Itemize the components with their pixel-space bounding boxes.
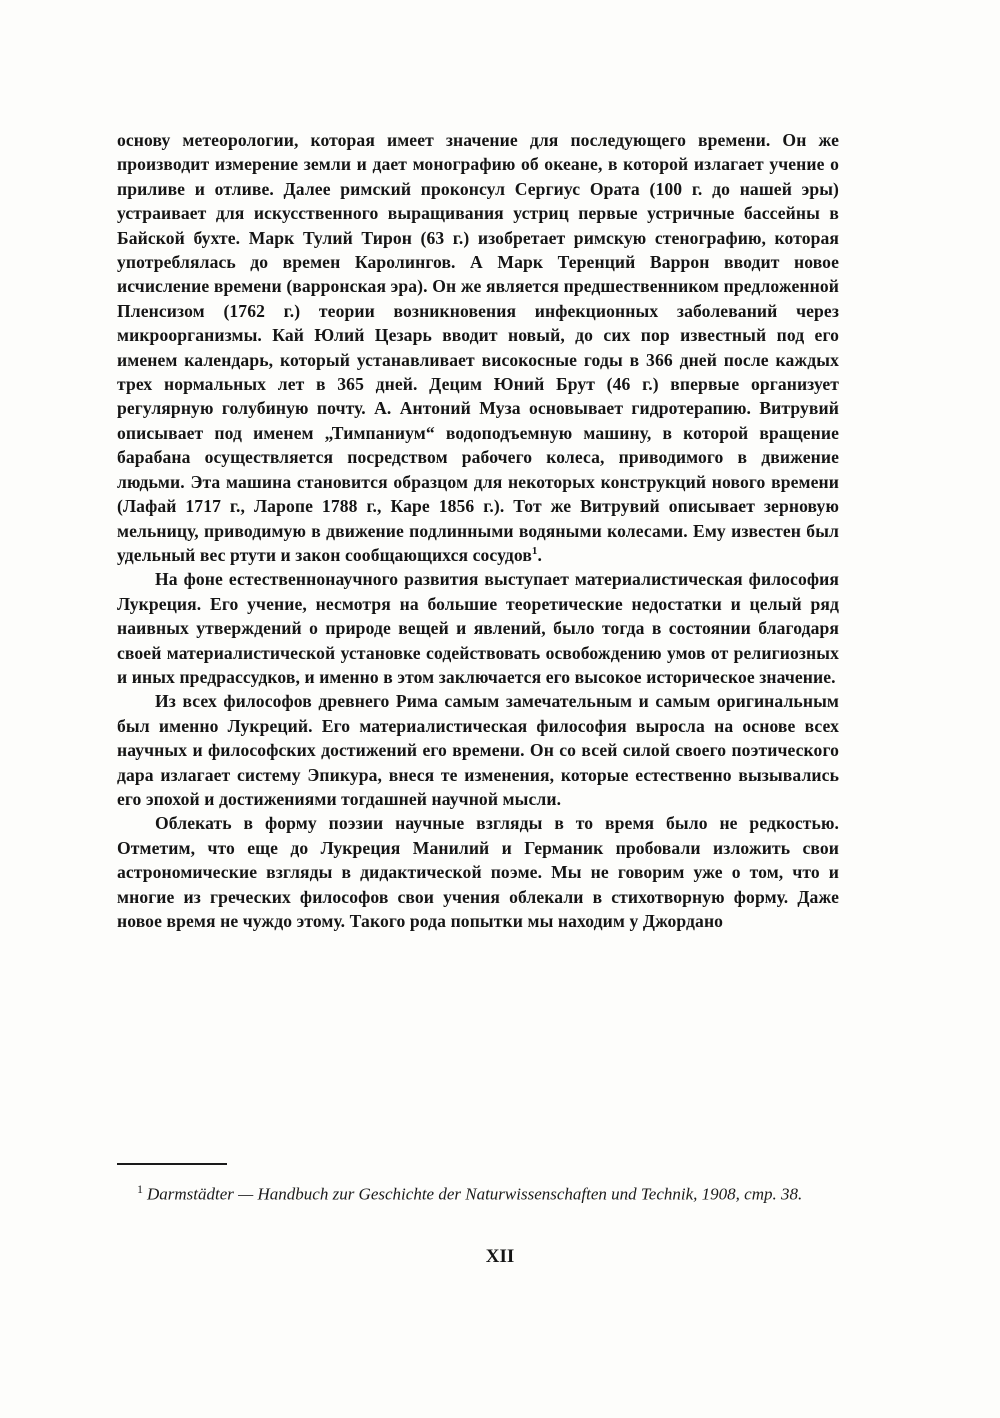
paragraph-1-text: основу метеорологии, которая имеет значение для последующего времени. Он же производит измерение земли и дает монографию об океане, в которой излагает учение о приливе и отливе. Далее римский проконсул Сергиус Ората (100 г. до нашей эры) устраивает для искусственного выращивания устриц первые устричные бассейны в Байской бухте. Марк Тулий Тирон (63 г.) изобретает римскую стенографию, которая употреблялась до времен Каролингов. А Марк Теренций Варрон вводит новое исчисление времени (варронская эра). Он же является предшественником предложенной Пленсизом (1762 г.) теории возникновения инфекционных заболеваний через микроорганизмы. Кай Юлий Цезарь вводит новый, до сих пор известный под его именем календарь, который устанавливает високосные годы в 366 дней после каждых трех нормальных лет в 365 дней. Децим Юний Брут (46 г.) впервые организует регулярную голубиную почту. А. Антоний Муза основывает гидротерапию. Витрувий описывает под именем „Тимпаниум“ водоподъемную машину, в которой вращение барабана осуществляется посредством рабочего колеса, приводимого в движение людьми. Эта машина становится образцом для некоторых конструкций нового времени (Лафай 1717 г., Ларопе 1788 г., Каре 1856 г.). Тот же Витрувий описывает зерновую мельницу, приводимую в движение подлинными водяными колесами. Ему известен был удельный вес ртути и закон сообщающихся сосудов <box>117 130 839 565</box>
footnote-mark: 1 <box>137 1182 143 1196</box>
footnote-text: Darmstädter — Handbuch zur Geschichte der Naturwissenschaften und Technik, 1908, стр. 38. <box>147 1184 803 1204</box>
paragraph-2: На фоне естественнонаучного развития выступает материалистическая философия Лукреция. Его учение, несмотря на большие теоретические недостатки и целый ряд наивных утверждений о природе вещей и явлений, было тогда в состоянии благодаря своей материалистической установке содействовать освобождению умов от религиозных и иных предрассудков, и именно в этом заключается его высокое историческое значение. <box>117 569 839 687</box>
footnote <box>117 1178 837 1206</box>
body-text <box>117 128 839 933</box>
footnote-reference-period: . <box>537 544 543 565</box>
paragraph-continuation <box>117 128 839 567</box>
footnote-divider <box>117 1163 227 1165</box>
page-number: XII <box>485 1246 515 1267</box>
paragraph-4: Облекать в форму поэзии научные взгляды в то время было не редкостью. Отметим, что еще до Лукреция Манилий и Германик пробовали изложить свои астрономические взгляды в дидактической поэме. Мы не говорим уже о том, что и многие из греческих философов свои учения облекали в стихотворную форму. Даже новое время не чуждо этому. Такого рода попытки мы находим у Джордано <box>117 813 839 931</box>
footnote-reference: 1 <box>531 545 538 558</box>
paragraph-3: Из всех философов древнего Рима самым замечательным и самым оригинальным был именно Лукреций. Его материалистическая философия выросла на основе всех научных и философских достижений его времени. Он со всей силой своего поэтического дара излагает систему Эпикура, внеся те изменения, которые естественно вызывались его эпохой и достижениями тогдашней научной мысли. <box>117 691 839 809</box>
